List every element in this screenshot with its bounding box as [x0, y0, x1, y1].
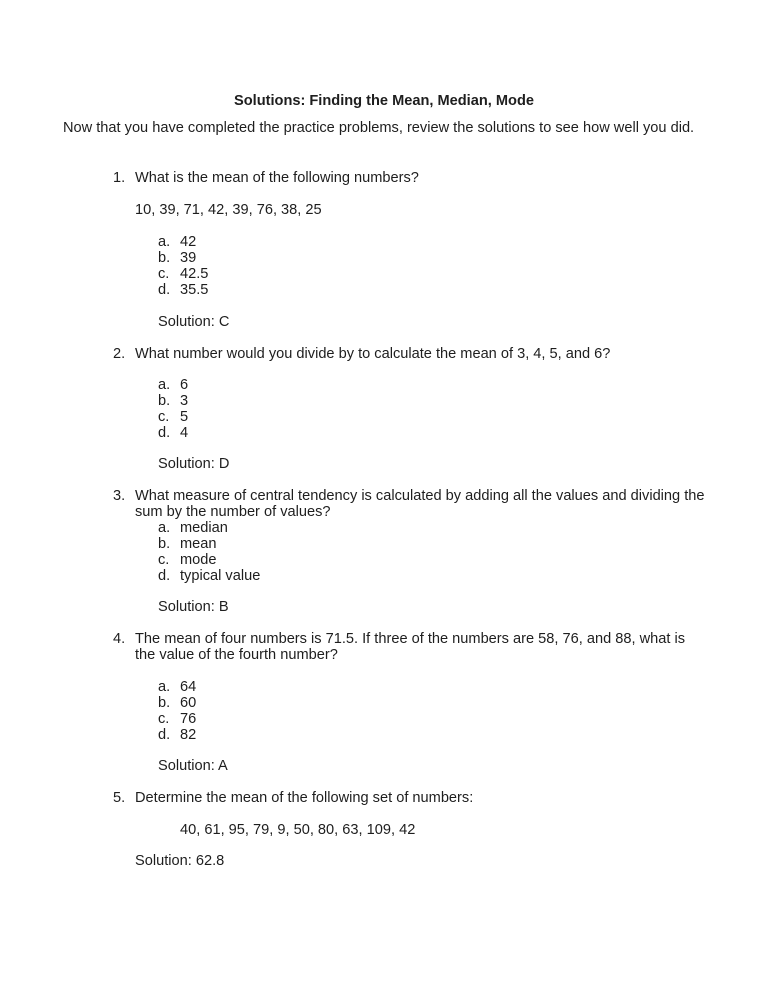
- option-letter: c.: [158, 552, 170, 568]
- solution-text: Solution: A: [158, 758, 228, 774]
- option-value: typical value: [180, 568, 261, 584]
- option-letter: c.: [158, 409, 170, 425]
- option-value: 3: [180, 393, 189, 409]
- option-value: 5: [180, 409, 189, 425]
- option-value: median: [180, 520, 228, 536]
- option-letter: d.: [158, 425, 171, 441]
- question-text-line-1: The mean of four numbers is 71.5. If three of the numbers are 58, 76, and 88, what is: [135, 631, 686, 647]
- solution-text: Solution: D: [158, 456, 230, 472]
- question-text: Determine the mean of the following set of numbers:: [135, 790, 474, 806]
- option-value: 6: [180, 377, 189, 393]
- option-letter: d.: [158, 727, 171, 743]
- option-value: 60: [180, 695, 197, 711]
- option-value: 64: [180, 679, 197, 695]
- solution-text: Solution: B: [158, 599, 229, 615]
- question-number: 4.: [113, 631, 126, 647]
- option-letter: d.: [158, 282, 171, 298]
- option-value: 42.5: [180, 266, 209, 282]
- document-title: Solutions: Finding the Mean, Median, Mode: [234, 93, 534, 109]
- number-set: 10, 39, 71, 42, 39, 76, 38, 25: [135, 202, 322, 218]
- question-number: 1.: [113, 170, 126, 186]
- option-letter: b.: [158, 393, 171, 409]
- question-number: 5.: [113, 790, 126, 806]
- option-value: mode: [180, 552, 217, 568]
- option-value: 4: [180, 425, 189, 441]
- option-letter: a.: [158, 377, 171, 393]
- option-letter: c.: [158, 711, 170, 727]
- intro-paragraph: Now that you have completed the practice problems, review the solutions to see how well you did.: [63, 120, 695, 136]
- option-letter: c.: [158, 266, 170, 282]
- option-value: 82: [180, 727, 197, 743]
- option-value: mean: [180, 536, 217, 552]
- option-letter: a.: [158, 679, 171, 695]
- option-value: 42: [180, 234, 197, 250]
- question-text: What is the mean of the following numbers?: [135, 170, 419, 186]
- solution-text: Solution: 62.8: [135, 853, 225, 869]
- option-letter: a.: [158, 520, 171, 536]
- solution-text: Solution: C: [158, 314, 230, 330]
- question-text: What number would you divide by to calculate the mean of 3, 4, 5, and 6?: [135, 346, 611, 362]
- option-letter: b.: [158, 250, 171, 266]
- option-letter: d.: [158, 568, 171, 584]
- option-value: 76: [180, 711, 197, 727]
- question-text-line-2: the value of the fourth number?: [135, 647, 338, 663]
- option-value: 39: [180, 250, 197, 266]
- question-text-line-2: sum by the number of values?: [135, 504, 331, 520]
- option-value: 35.5: [180, 282, 209, 298]
- number-set: 40, 61, 95, 79, 9, 50, 80, 63, 109, 42: [180, 822, 416, 838]
- question-text-line-1: What measure of central tendency is calculated by adding all the values and dividing the: [135, 488, 705, 504]
- question-number: 2.: [113, 346, 126, 362]
- option-letter: b.: [158, 695, 171, 711]
- question-number: 3.: [113, 488, 126, 504]
- option-letter: a.: [158, 234, 171, 250]
- option-letter: b.: [158, 536, 171, 552]
